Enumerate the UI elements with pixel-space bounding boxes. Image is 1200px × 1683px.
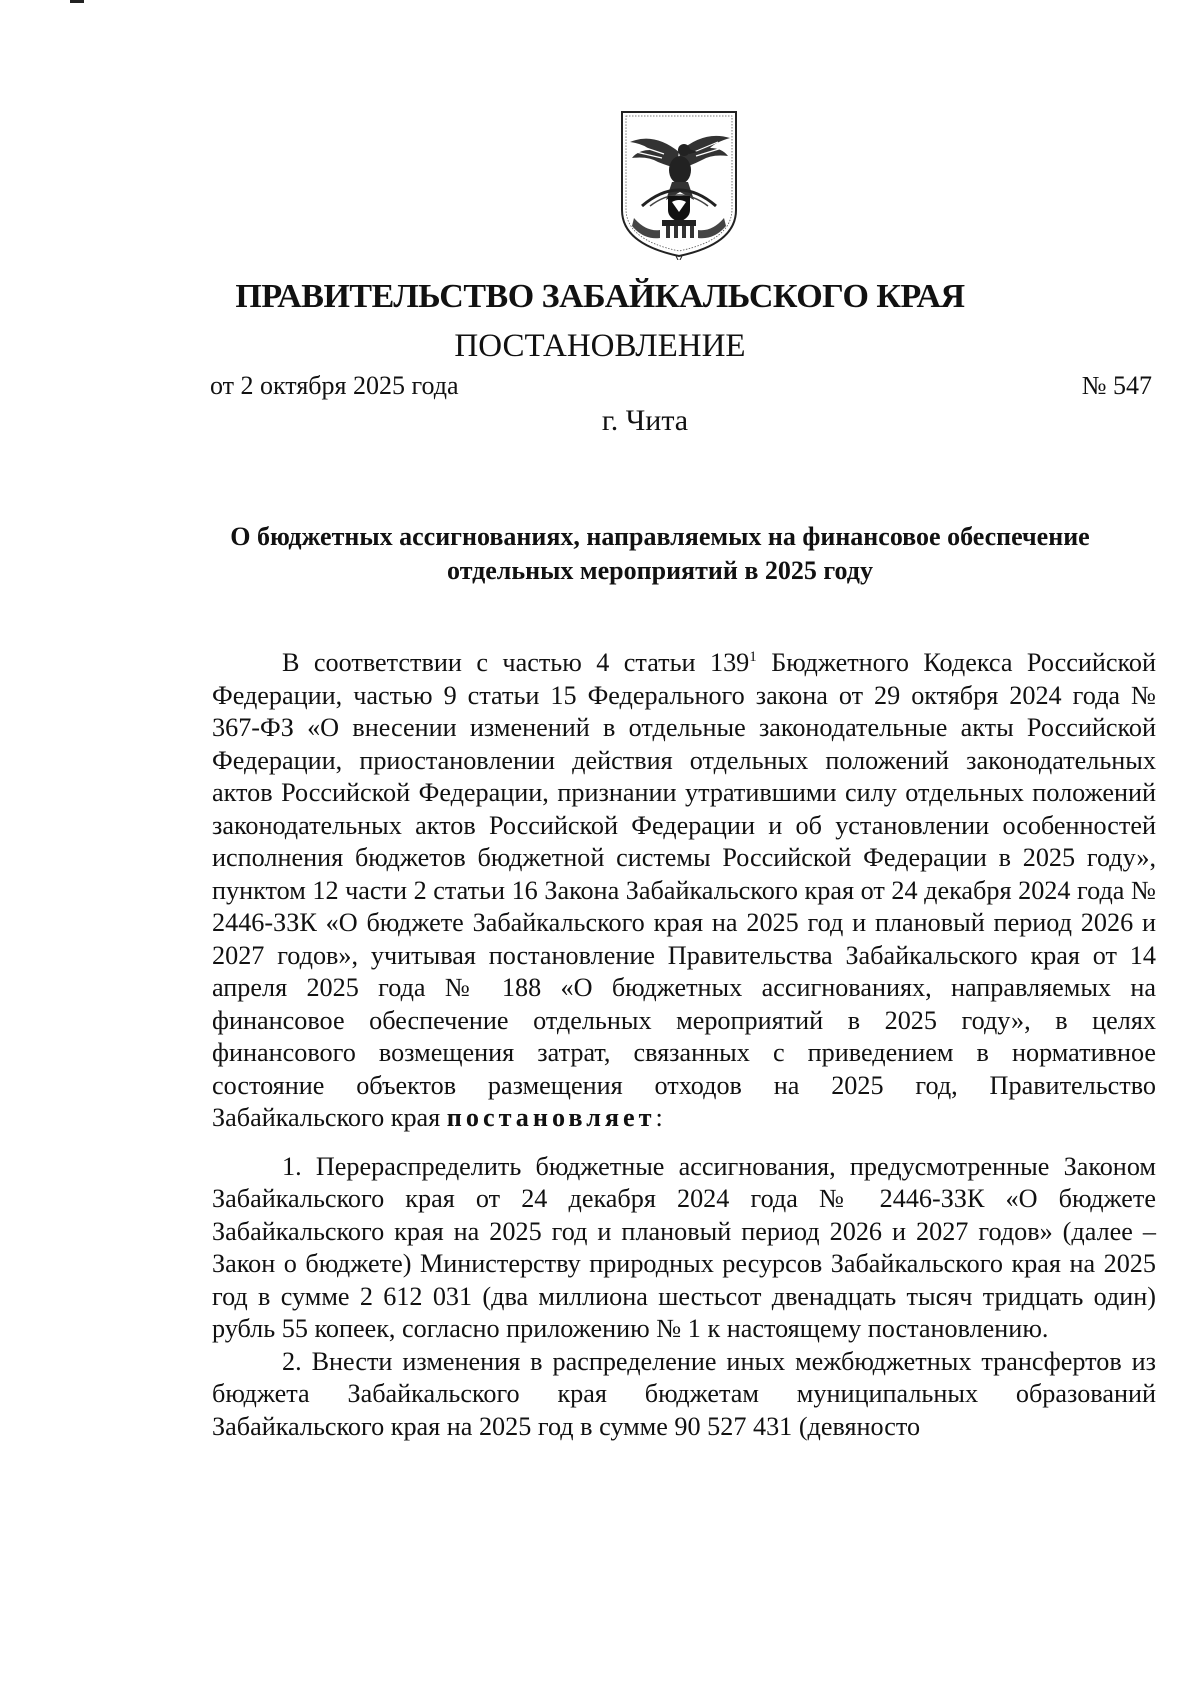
- document-date: от 2 октября 2025 года: [210, 371, 459, 400]
- document-city: г. Чита: [601, 404, 689, 437]
- preamble-text-part2: Бюджетного Кодекса Российской Федерации, частью 9 статьи 15 Федерального закона от 29 октября 2024 года № 367-ФЗ «О внесении изменений в отдельные законодательные акты Российской Федерации, приостановлении действия отдельных положений законодательных актов Российской Федерации, признании утратившими силу отдельных положений законодательных актов Российской Федерации и об установлении особенностей исполнения бюджетов бюджетной системы Российской Федерации в 2025 году», пунктом 12 части 2 статьи 16 Закона Забайкальского края от 24 декабря 2024 года № 2446-ЗЗК «О бюджете Забайкальского края на 2025 год и плановый период 2026 и 2027 годов», учитывая постановление Правительства Забайкальского края от 14 апреля 2025 года № 188 «О бюджетных ассигнованиях, направляемых на финансовое обеспечение отдельных мероприятий в 2025 году», в целях финансового возмещения затрат, связанных с приведением в нормативное состояние объектов размещения отходов на 2025 год, Правительство Забайкальского края: [212, 648, 1156, 1132]
- document-type: ПОСТАНОВЛЕНИЕ: [454, 328, 746, 364]
- document-number: № 547: [1081, 371, 1152, 400]
- decree-word: постановляет: [446, 1103, 656, 1132]
- document-body: [212, 647, 1156, 1443]
- preamble-text-part1: В соответствии с частью 4 статьи 139: [282, 648, 750, 677]
- preamble-paragraph: [212, 647, 1156, 1135]
- coat-of-arms-icon: [614, 108, 744, 260]
- document-title: О бюджетных ассигнованиях, направляемых на финансовое обеспечение отдельных мероприятий в 2025 году: [230, 522, 1090, 585]
- list-item: 1. Перераспределить бюджетные ассигнования, предусмотренные Законом Забайкальского края от 24 декабря 2024 года № 2446-ЗЗК «О бюджете Забайкальского края на 2025 год и плановый период 2026 и 2027 годов» (далее – Закон о бюджете) Министерству природных ресурсов Забайкальского края на 2025 год в сумме 2 612 031 (два миллиона шестьсот двенадцать тысяч тридцать один) рубль 55 копеек, согласно приложению № 1 к настоящему постановлению.: [212, 1151, 1156, 1343]
- article-superscript: 1: [749, 649, 757, 665]
- decree-colon: :: [655, 1103, 663, 1132]
- scan-edge-mark: [70, 0, 84, 3]
- list-item: 2. Внести изменения в распределение иных межбюджетных трансфертов из бюджета Забайкальского края бюджетам муниципальных образований Забайкальского края на 2025 год в сумме 90 527 431 (девяносто: [212, 1346, 1156, 1441]
- government-name: ПРАВИТЕЛЬСТВО ЗАБАЙКАЛЬСКОГО КРАЯ: [235, 278, 965, 315]
